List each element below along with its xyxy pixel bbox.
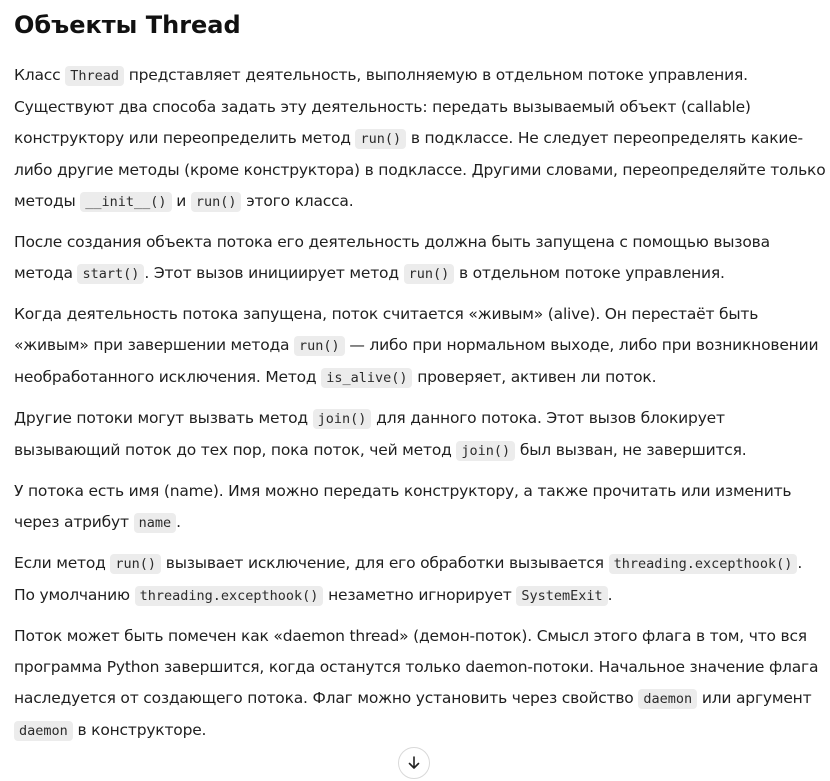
inline-code: run() [191, 192, 242, 212]
inline-code: is_alive() [321, 368, 412, 388]
inline-code: run() [404, 264, 455, 284]
paragraph-daemon [14, 621, 826, 747]
inline-code: daemon [14, 721, 73, 741]
paragraph-start [14, 227, 826, 290]
inline-code: SystemExit [516, 586, 607, 606]
inline-code: run() [110, 554, 161, 574]
text: После создания объекта потока его деятельность должна быть запущена с помощью вызова метода [14, 233, 770, 282]
text: . Этот вызов инициирует метод [144, 264, 404, 282]
text: У потока есть имя (name). Имя можно передать конструктору, а также прочитать или изменить через атрибут [14, 482, 792, 531]
inline-code: threading.excepthook() [135, 586, 324, 606]
text: — либо при нормальном выходе, либо при возникновении необработанного исключения. Метод [14, 336, 819, 386]
inline-code: start() [77, 264, 144, 284]
text: . По умолчанию [14, 554, 803, 604]
text: в конструкторе. [72, 721, 207, 739]
inline-code: threading.excepthook() [609, 554, 798, 574]
text: . [607, 586, 613, 604]
text: Если метод [14, 554, 111, 572]
page-title: Объекты Thread [14, 11, 241, 39]
paragraph-excepthook [14, 548, 826, 612]
arrow-down-icon [406, 755, 422, 771]
text: Другие потоки могут вызвать метод [14, 409, 313, 427]
inline-code: run() [355, 129, 406, 149]
text: вызывает исключение, для его обработки вызывается [161, 554, 609, 572]
text: в отдельном потоке управления. [454, 264, 725, 282]
inline-code: run() [294, 336, 345, 356]
text: или аргумент [697, 689, 812, 707]
text: незаметно игнорирует [323, 586, 517, 604]
text: и [171, 192, 191, 210]
inline-code: join() [456, 441, 515, 461]
paragraph-alive [14, 299, 826, 394]
text: был вызван, не завершится. [515, 441, 747, 459]
document [14, 0, 826, 747]
scroll-to-bottom-button[interactable] [398, 747, 430, 779]
inline-code: Thread [65, 66, 124, 86]
text: Класс [14, 66, 66, 84]
paragraph-intro [14, 60, 826, 218]
text: для данного потока. Этот вызов блокирует вызывающий поток до тех пор, пока поток, чей метод [14, 409, 725, 459]
text: . [176, 513, 181, 531]
text: этого класса. [241, 192, 354, 210]
inline-code: __init__() [80, 192, 171, 212]
text: Поток может быть помечен как «daemon thread» (демон-поток). Смысл этого флага в том, что вся программа Python завершится, когда останутся только daemon-потоки. Начальное значение флага наследуется от создающего потока. Флаг можно установить через свойство [14, 627, 819, 707]
inline-code: join() [313, 409, 372, 429]
paragraph-join [14, 403, 826, 467]
text: представляет деятельность, выполняемую в отдельном потоке управления. Существуют два способа задать эту деятельность: передать вызываемый объект (callable) конструктору или переопределить метод [14, 66, 751, 147]
text: в подклассе. Не следует переопределять какие-либо другие методы (кроме конструктора) в подклассе. Другими словами, переопределяйте только методы [14, 129, 826, 210]
inline-code: name [134, 513, 177, 533]
paragraph-name [14, 476, 826, 539]
text: проверяет, активен ли поток. [412, 368, 657, 386]
text: Когда деятельность потока запущена, поток считается «живым» (alive). Он перестаёт быть «живым» при завершении метода [14, 305, 759, 354]
inline-code: daemon [638, 689, 697, 709]
